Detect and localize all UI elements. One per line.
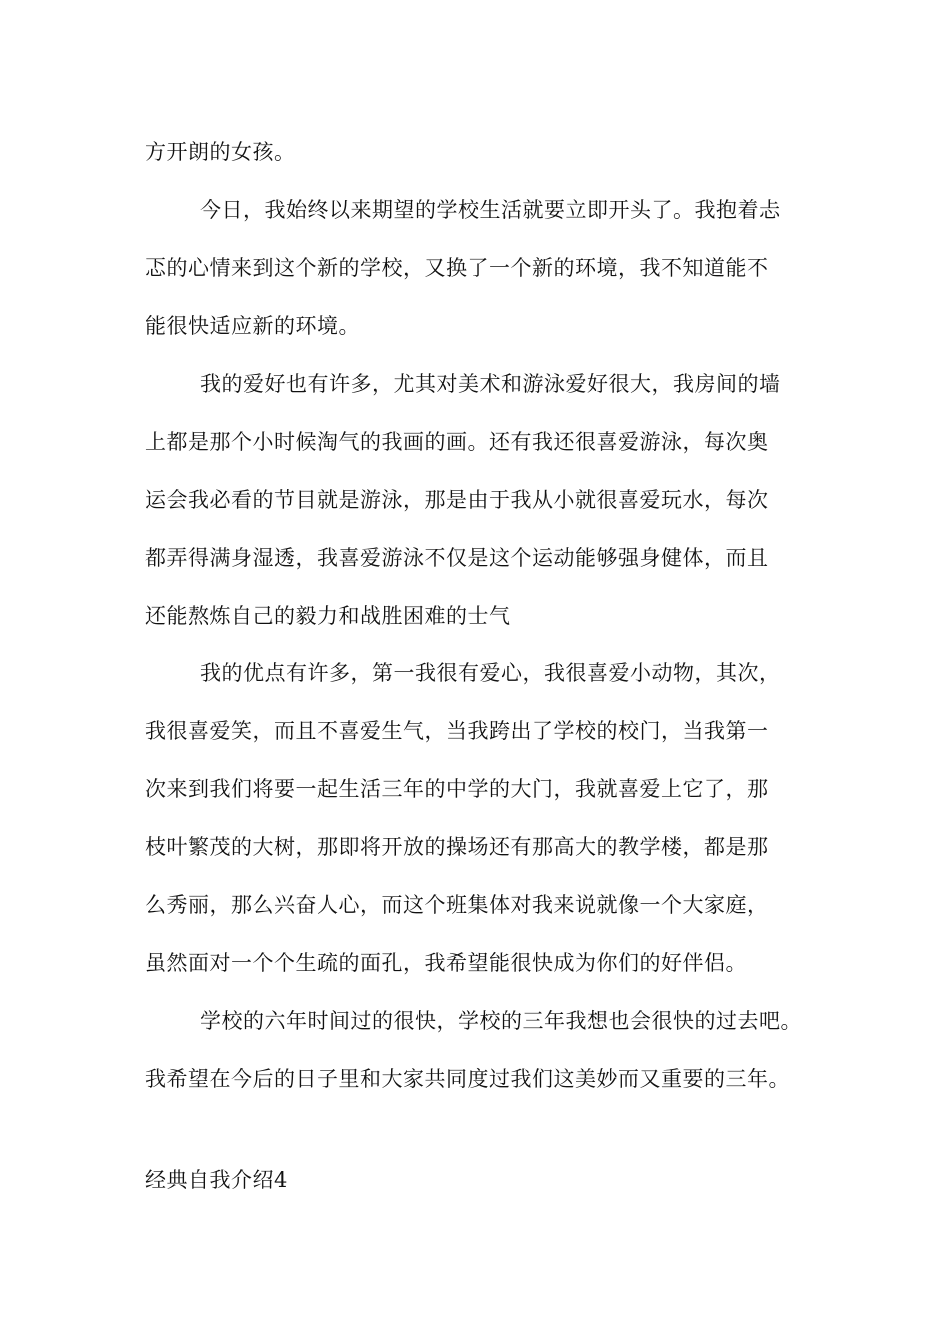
paragraph-first-line: 今日，我始终以来期望的学校生活就要立即开头了。我抱着忐 [200,198,781,222]
text-line: 我希望在今后的日子里和大家共同度过我们这美妙而又重要的三年。 [145,1067,790,1091]
paragraph-first-line: 我的爱好也有许多，尤其对美术和游泳爱好很大，我房间的墙 [200,372,781,396]
text-line: 我很喜爱笑，而且不喜爱生气，当我跨出了学校的校门，当我第一 [145,719,769,743]
paragraph-first-line: 我的优点有许多，第一我很有爱心，我很喜爱小动物，其次， [200,661,781,685]
text-line: 虽然面对一个个生疏的面孔，我希望能很快成为你们的好伴侣。 [145,951,747,975]
section-heading: 经典自我介绍4 [145,1168,288,1192]
text-line: 能很快适应新的环境。 [145,314,360,338]
text-line: 枝叶繁茂的大树，那即将开放的操场还有那高大的教学楼，都是那 [145,835,769,859]
paragraph-first-line: 学校的六年时间过的很快，学校的三年我想也会很快的过去吧。 [200,1009,802,1033]
text-line: 上都是那个小时候淘气的我画的画。还有我还很喜爱游泳，每次奥 [145,430,769,454]
text-line: 运会我必看的节目就是游泳，那是由于我从小就很喜爱玩水，每次 [145,488,769,512]
text-line: 方开朗的女孩。 [145,140,296,164]
text-line: 都弄得满身湿透，我喜爱游泳不仅是这个运动能够强身健体，而且 [145,546,769,570]
text-line: 还能熬炼自己的毅力和战胜困难的士气 [145,604,511,628]
text-line: 么秀丽，那么兴奋人心，而这个班集体对我来说就像一个大家庭， [145,893,769,917]
text-line: 忑的心情来到这个新的学校，又换了一个新的环境，我不知道能不 [145,256,769,280]
text-line: 次来到我们将要一起生活三年的中学的大门，我就喜爱上它了，那 [145,777,769,801]
